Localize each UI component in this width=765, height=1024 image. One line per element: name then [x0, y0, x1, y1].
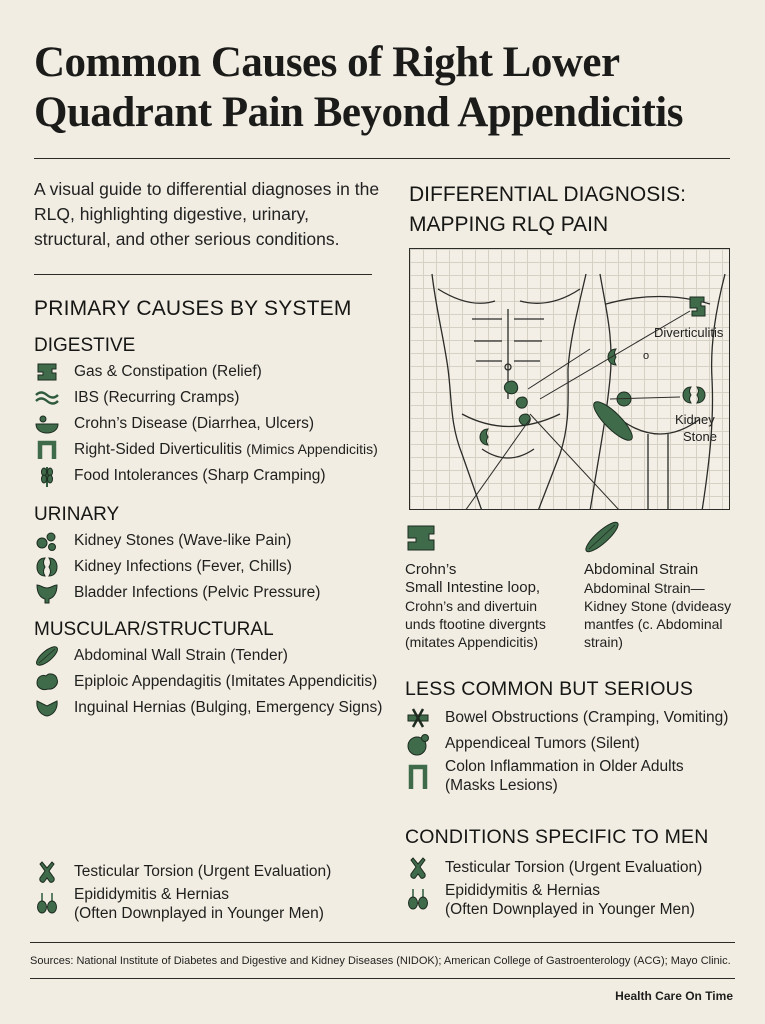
muscle-icon	[582, 517, 622, 562]
kidneys-icon	[34, 554, 60, 580]
tumor-icon	[405, 731, 431, 757]
colon-icon	[404, 520, 438, 559]
list-item: Inguinal Hernias (Bulging, Emergency Signs)	[34, 695, 382, 721]
list-item: Right-Sided Diverticulitis (Mimics Appendicitis)	[34, 437, 378, 463]
colon-icon	[34, 437, 60, 463]
wheat-icon	[34, 463, 60, 489]
testes-icon	[405, 887, 431, 913]
digestive-heading: DIGESTIVE	[34, 335, 136, 356]
title-divider	[34, 158, 730, 159]
footer-divider-top	[30, 942, 735, 943]
urinary-heading: URINARY	[34, 504, 120, 525]
primary-causes-heading: PRIMARY CAUSES BY SYSTEM	[34, 297, 352, 320]
diverticulitis-label: Diverticulitis	[654, 325, 724, 340]
stone-label: Stone	[683, 429, 717, 444]
anatomy-illustration	[410, 249, 730, 510]
obstruction-icon	[405, 705, 431, 731]
diagram-dot-label: o	[643, 350, 650, 362]
footer-divider-bottom	[30, 978, 735, 979]
list-item: Bladder Infections (Pelvic Pressure)	[34, 580, 320, 606]
intro-divider	[34, 274, 372, 275]
sources-text: Sources: National Institute of Diabetes and Digestive and Kidney Diseases (NIDOK); American College of Gastroenterology (ACG); Mayo Clinic.	[30, 955, 731, 967]
testes-icon	[34, 891, 60, 917]
list-item: Epididymitis & Hernias (Often Downplayed in Younger Men)	[405, 881, 702, 925]
list-item: Kidney Infections (Fever, Chills)	[34, 554, 320, 580]
stones-icon	[34, 528, 60, 554]
muscular-heading: MUSCULAR/STRUCTURAL	[34, 619, 274, 640]
torsion-icon	[34, 859, 60, 885]
men-list	[405, 855, 702, 925]
callout-left: Crohn’s Small Intestine loop, Crohn’s and divertuin unds ftootine divergnts (mitates Appendicitis)	[405, 561, 546, 650]
intestine-icon	[34, 359, 60, 385]
men-heading: CONDITIONS SPECIFIC TO MEN	[405, 826, 709, 848]
urinary-list	[34, 528, 320, 606]
list-item: Appendiceal Tumors (Silent)	[405, 731, 728, 757]
rlq-diagram	[409, 248, 730, 510]
torsion-icon	[405, 855, 431, 881]
list-item: Colon Inflammation in Older Adults (Masks Lesions)	[405, 757, 728, 801]
list-item: Abdominal Wall Strain (Tender)	[34, 643, 382, 669]
list-item: Kidney Stones (Wave-like Pain)	[34, 528, 320, 554]
list-item: IBS (Recurring Cramps)	[34, 385, 378, 411]
bowl-icon	[34, 411, 60, 437]
diagram-heading: DIFFERENTIAL DIAGNOSIS: MAPPING RLQ PAIN	[409, 183, 686, 236]
brand-label: Health Care On Time	[615, 989, 733, 1003]
list-item: Food Intolerances (Sharp Cramping)	[34, 463, 378, 489]
list-item: Testicular Torsion (Urgent Evaluation)	[405, 855, 702, 881]
list-item: Testicular Torsion (Urgent Evaluation)	[34, 859, 331, 885]
muscular-list	[34, 643, 382, 721]
digestive-list	[34, 359, 378, 489]
list-item: Epididymitis & Hernias (Often Downplayed in Younger Men)	[34, 885, 331, 929]
less-common-list	[405, 705, 728, 801]
list-item: Epiploic Appendagitis (Imitates Appendicitis)	[34, 669, 382, 695]
page-title: Common Causes of Right Lower Quadrant Pain Beyond Appendicitis	[34, 39, 683, 136]
muscle-icon	[34, 643, 60, 669]
callout-right: Abdominal Strain Abdominal Strain— Kidney Stone (dvideasy mantfes (c. Abdominal strain)	[584, 561, 732, 650]
intro-text: A visual guide to differential diagnoses in the RLQ, highlighting digestive, urinary, structural, and other serious conditions.	[34, 179, 380, 249]
list-item: Bowel Obstructions (Cramping, Vomiting)	[405, 705, 728, 731]
waves-icon	[34, 385, 60, 411]
appendage-icon	[34, 669, 60, 695]
colon-icon	[405, 763, 431, 789]
less-common-heading: LESS COMMON BUT SERIOUS	[405, 678, 694, 700]
kidney-label: Kidney	[675, 412, 715, 427]
hernia-icon	[34, 695, 60, 721]
list-item: Gas & Constipation (Relief)	[34, 359, 378, 385]
bladder-icon	[34, 580, 60, 606]
men-list-left	[34, 859, 331, 929]
list-item: Crohn’s Disease (Diarrhea, Ulcers)	[34, 411, 378, 437]
